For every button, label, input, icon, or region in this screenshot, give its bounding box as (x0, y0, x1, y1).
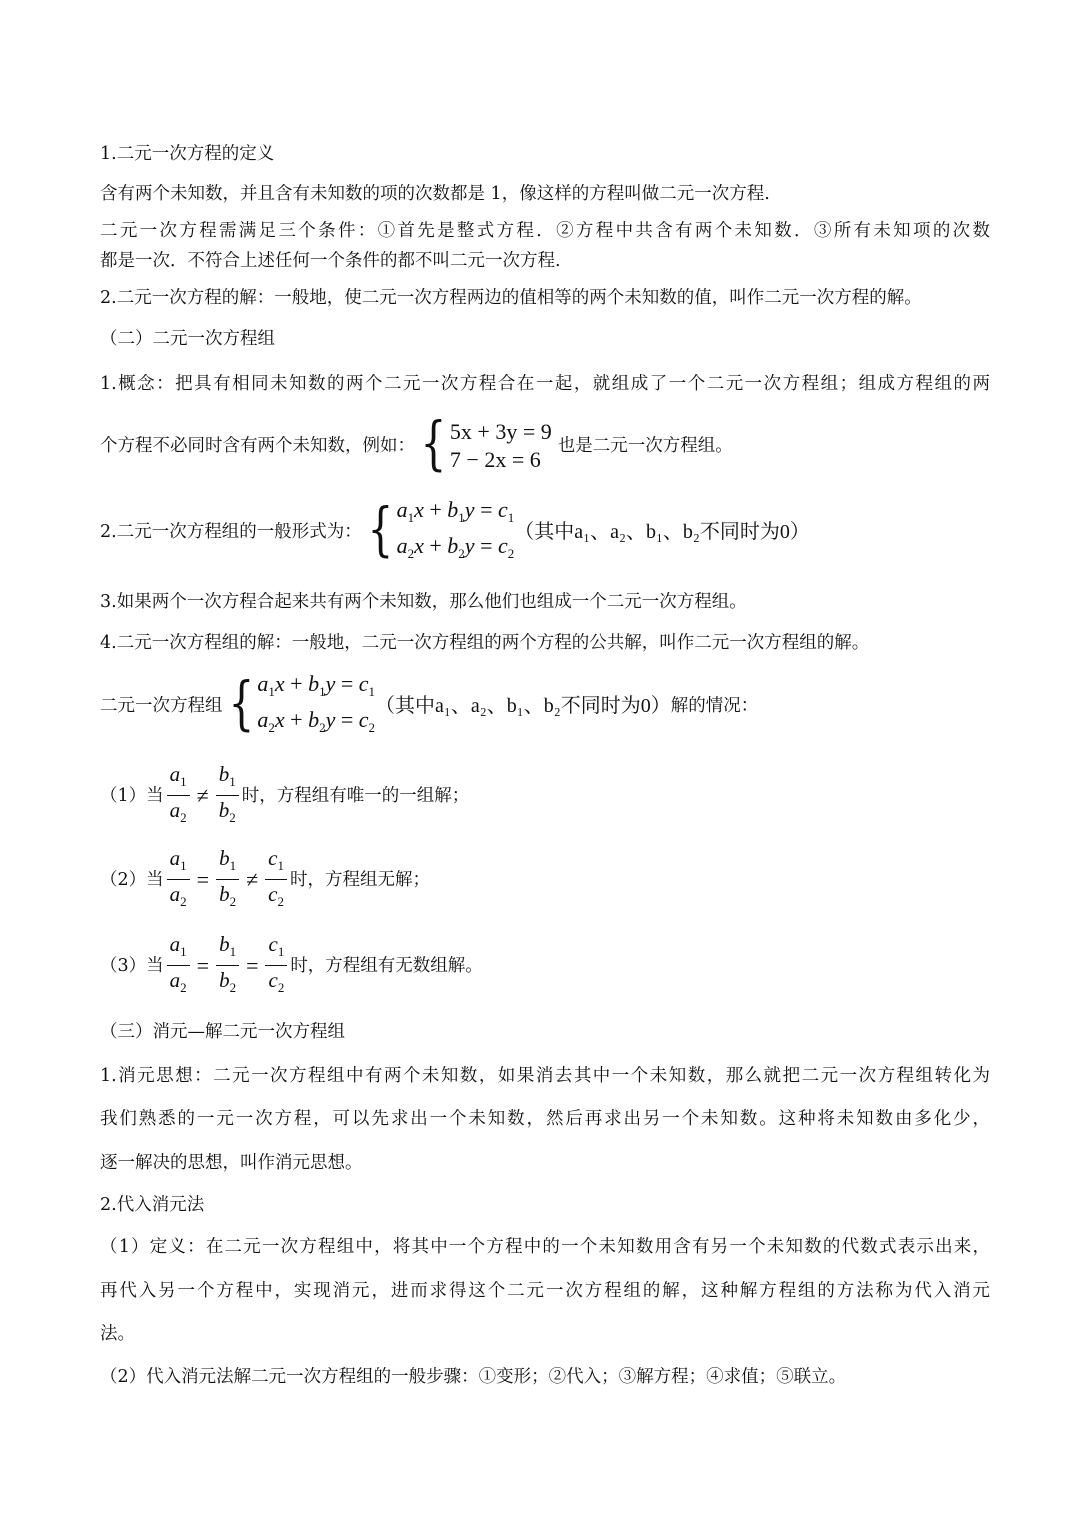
definition-paragraph: 含有两个未知数，并且含有未知数的项的次数都是 1，像这样的方程叫做二元一次方程. (100, 184, 770, 204)
case-2-line (100, 848, 990, 912)
cases-prefix: 二元一次方程组 (100, 696, 223, 716)
fraction-b1-b2: $\frac{b_1}{b_2}$ (216, 847, 239, 913)
cases-equation-2: $a_2x + b_2y = c_2$ (257, 707, 376, 735)
general-system (362, 496, 515, 568)
concept-suffix: 也是二元一次方程组。 (557, 436, 733, 456)
general-form-line (100, 495, 990, 564)
solution-definition: 2.二元一次方程的解：一般地，使二元一次方程两边的值相等的两个未知数的值，叫作二元一次方程的解。 (100, 288, 922, 308)
item-4: 4.二元一次方程组的解：一般地，二元一次方程组的两个方程的公共解，叫作二元一次方程组的解。 (100, 633, 870, 653)
equal-sign: = (246, 953, 259, 978)
cases-suffix: 解的情况： (670, 696, 759, 716)
example-equation-2: 7 − 2x = 6 (449, 447, 541, 472)
general-equation-1: $a_1x + b_1y = c_1$ (396, 497, 515, 525)
cases-intro-line (100, 669, 990, 738)
case-3-label: （3）当 (100, 956, 164, 976)
section1-title: 1.二元一次方程的定义 (100, 144, 275, 164)
elimination-idea-line-3: 逐一解决的思想，叫作消元思想。 (100, 1153, 363, 1173)
case-1-label: （1）当 (100, 786, 164, 806)
fraction-b1-b2: $\frac{b_1}{b_2}$ (216, 933, 239, 999)
concept-prefix: 个方程不必同时含有两个未知数，例如： (100, 436, 415, 456)
case-2-text: 时，方程组无解； (289, 870, 430, 890)
fraction-a1-a2: $\frac{a_1}{a_2}$ (167, 847, 190, 913)
not-equal-sign: ≠ (196, 783, 209, 808)
substitution-steps: （2）代入消元法解二元一次方程组的一般步骤：①变形；②代入；③解方程；④求值；⑤联立。 (100, 1367, 847, 1387)
section2-title: （二）二元一次方程组 (100, 329, 275, 349)
cases-note: （其中a₁、a₂、b₁、b₂不同时为0） (375, 695, 671, 717)
case-3-text: 时，方程组有无数组解。 (290, 956, 483, 976)
fraction-b1-b2: $\frac{b_1}{b_2}$ (216, 763, 239, 829)
substitution-title: 2.代入消元法 (100, 1195, 205, 1215)
elimination-idea-line-2: 我们熟悉的一元一次方程，可以先求出一个未知数，然后再求出另一个未知数。这种将未知数由多化少， (100, 1109, 990, 1129)
general-equation-2: $a_2x + b_2y = c_2$ (396, 533, 515, 561)
left-brace: { (228, 669, 254, 737)
fraction-a1-a2: $\frac{a_1}{a_2}$ (167, 763, 190, 829)
concept-example-line (100, 409, 990, 478)
general-note: （其中a₁、a₂、b₁、b₂不同时为0） (514, 521, 810, 543)
fraction-a1-a2: $\frac{a_1}{a_2}$ (167, 933, 190, 999)
example-equation-1: 5x + 3y = 9 (449, 419, 552, 444)
substitution-def-line-1: （1）定义：在二元一次方程组中，将其中一个方程中的一个未知数用含有另一个未知数的代数式表示出来， (100, 1237, 990, 1257)
general-prefix: 2.二元一次方程组的一般形式为： (100, 522, 362, 542)
left-brace: { (367, 495, 394, 563)
fraction-c1-c2: $\frac{c_1}{c_2}$ (265, 847, 287, 913)
example-system (415, 409, 552, 477)
case-1-text: 时，方程组有唯一的一组解； (241, 786, 470, 806)
fraction-c1-c2: $\frac{c_1}{c_2}$ (265, 933, 287, 999)
equal-sign: = (196, 867, 210, 892)
item-3: 3.如果两个一次方程合起来共有两个未知数，那么他们也组成一个二元一次方程组。 (100, 592, 747, 612)
case-3-line (100, 934, 990, 998)
concept-line-1: 1.概念：把具有相同未知数的两个二元一次方程合在一起，就组成了一个二元一次方程组；组成方程组的两 (100, 374, 990, 394)
substitution-def-line-3: 法。 (100, 1324, 135, 1344)
section3-title: （三）消元—解二元一次方程组 (100, 1022, 345, 1042)
conditions-line-2: 都是一次．不符合上述任何一个条件的都不叫二元一次方程. (100, 251, 561, 271)
case-2-label: （2）当 (100, 870, 164, 890)
elimination-idea-line-1: 1.消元思想：二元一次方程组中有两个未知数，如果消去其中一个未知数，那么就把二元一次方程组转化为 (100, 1066, 990, 1086)
equal-sign: = (196, 953, 210, 978)
substitution-def-line-2: 再代入另一个方程中，实现消元，进而求得这个二元一次方程组的解，这种解方程组的方法称为代入消元 (100, 1281, 990, 1301)
cases-equation-1: $a_1x + b_1y = c_1$ (257, 671, 376, 699)
left-brace: { (420, 409, 447, 477)
not-equal-sign: ≠ (246, 867, 259, 892)
conditions-line-1: 二元一次方程需满足三个条件：①首先是整式方程．②方程中共含有两个未知数．③所有未知项的次数 (100, 221, 990, 241)
cases-system (223, 670, 376, 742)
case-1-line (100, 764, 990, 828)
